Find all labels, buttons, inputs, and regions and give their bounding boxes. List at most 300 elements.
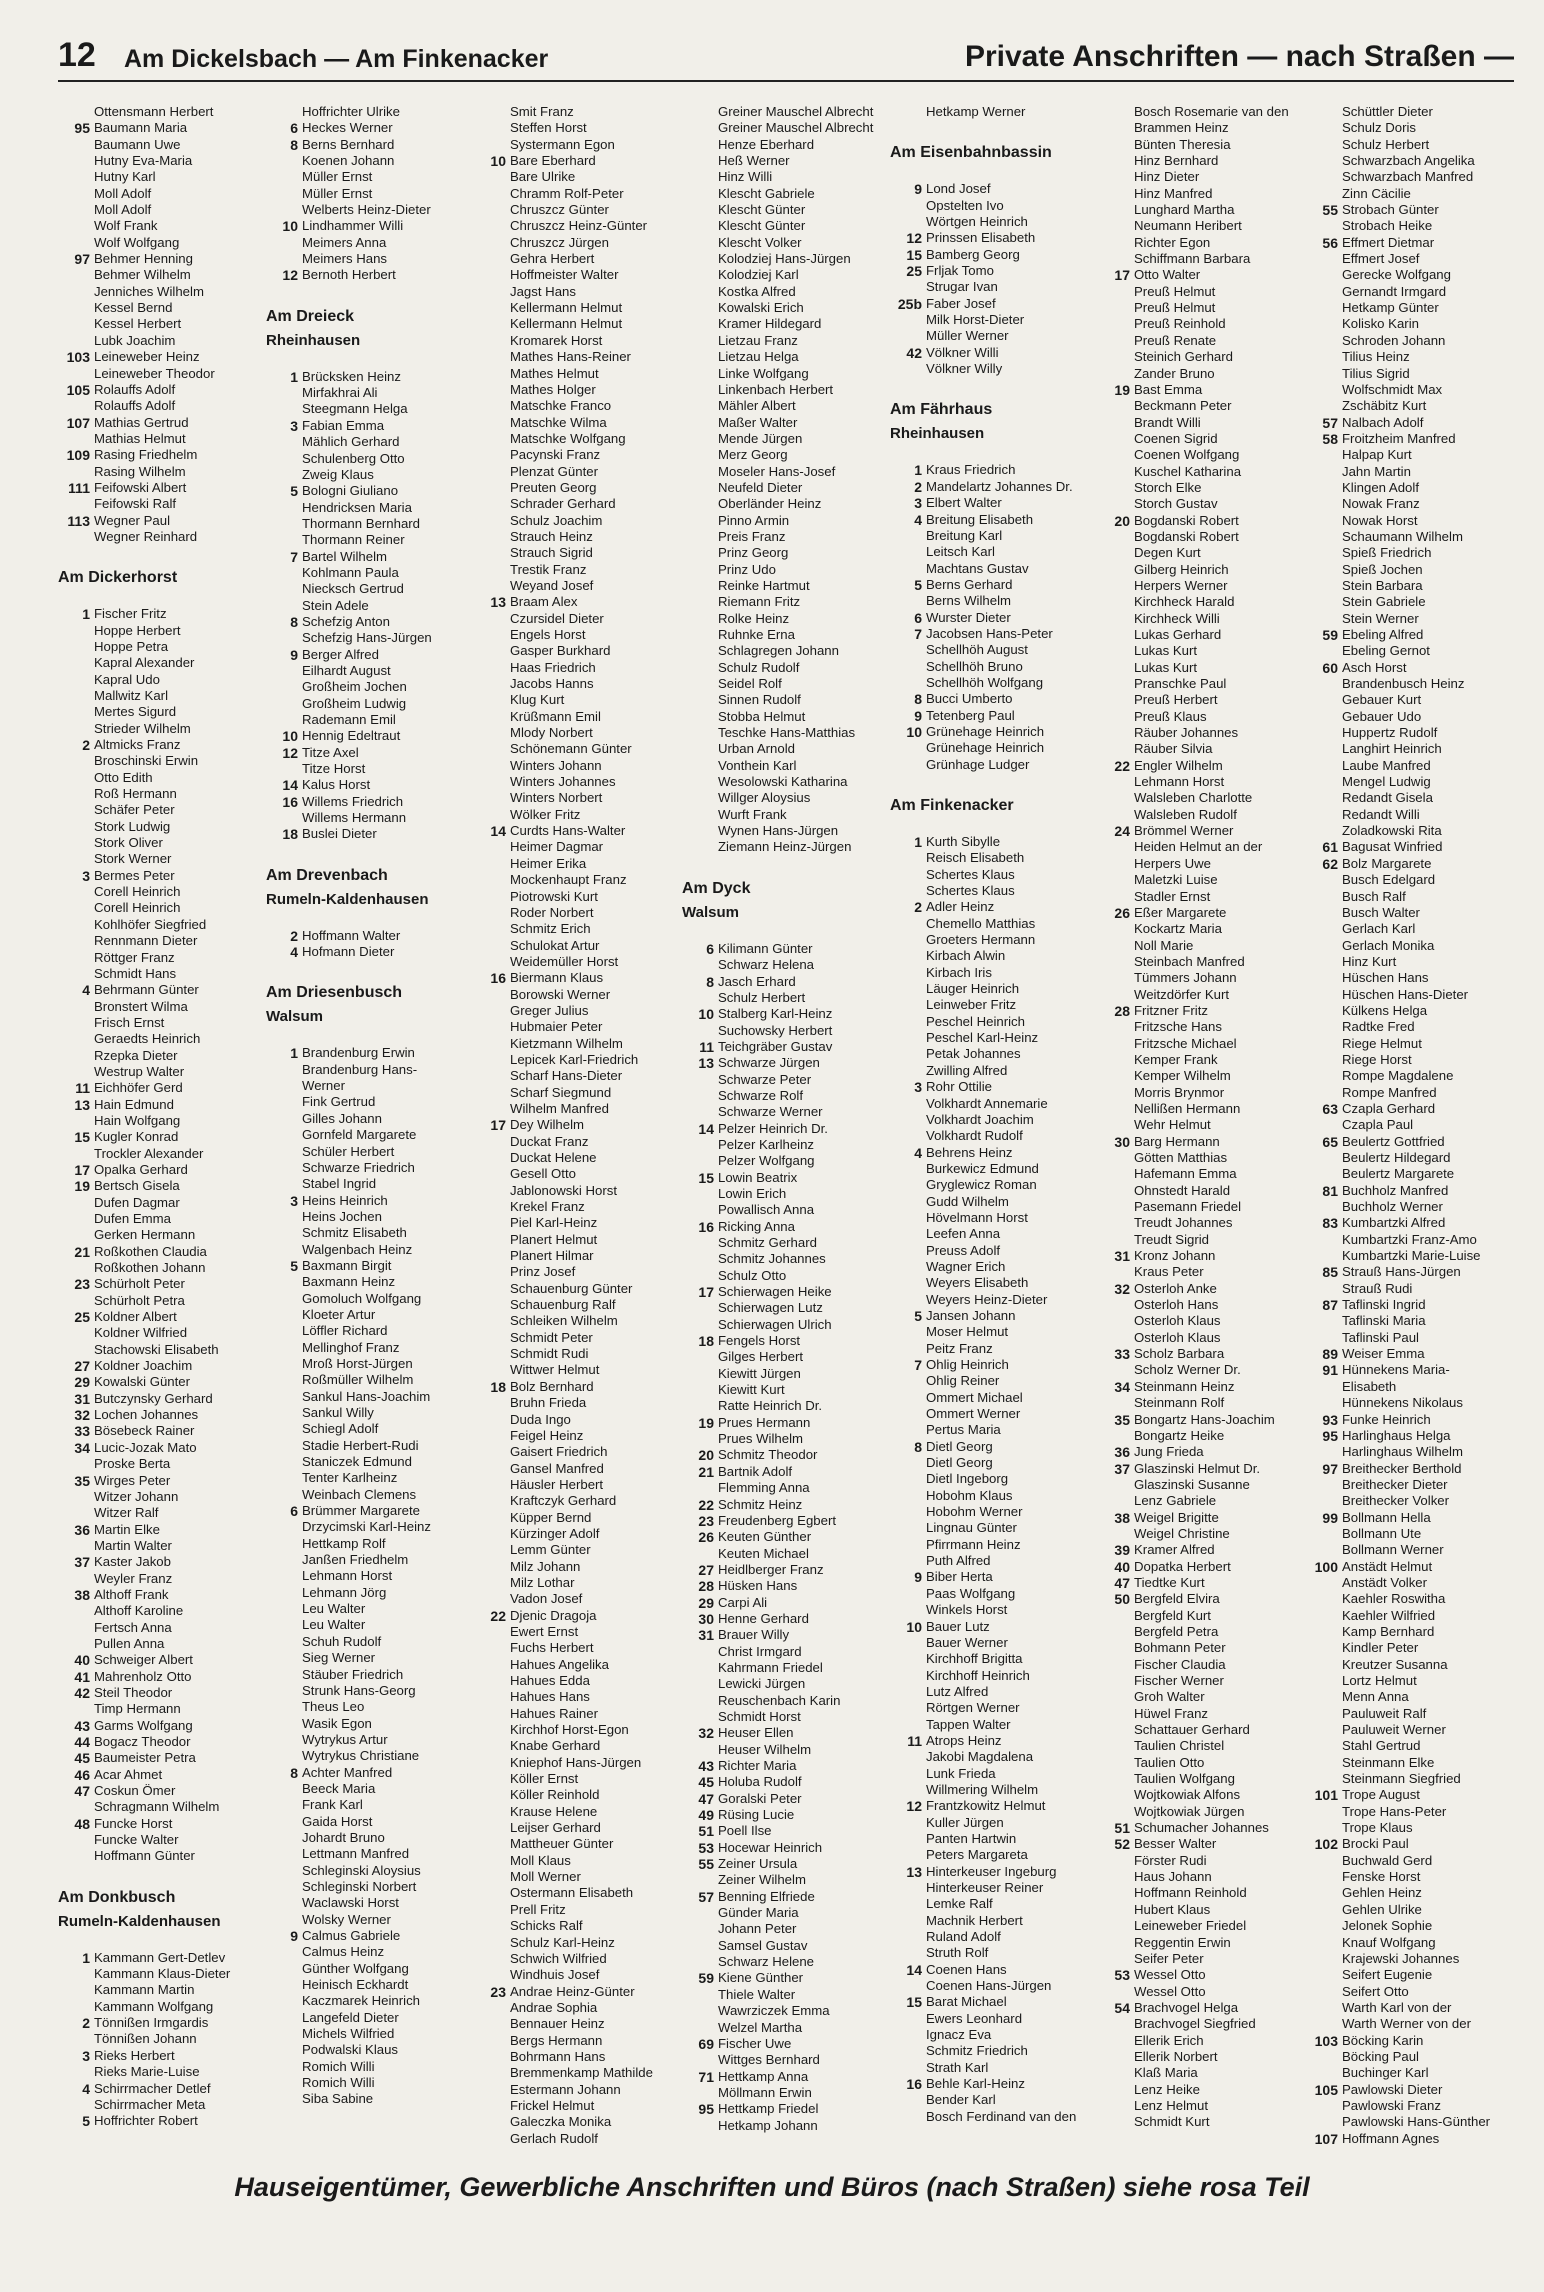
resident-entry [890, 1782, 1098, 1798]
resident-name: Günther Wolfgang [302, 1960, 409, 1976]
resident-entry [58, 251, 266, 267]
resident-entry [58, 1097, 266, 1113]
resident-name: Linke Wolfgang [718, 365, 809, 381]
resident-name: Kirchhoff Heinrich [926, 1667, 1030, 1683]
resident-entry [474, 660, 682, 676]
resident-name: Richter Egon [1134, 234, 1211, 250]
resident-entry [58, 917, 266, 933]
house-number: 55 [1322, 202, 1338, 219]
resident-entry [682, 513, 890, 529]
section-spacer [682, 856, 890, 874]
resident-name: Leefen Anna [926, 1226, 1001, 1242]
resident-entry [474, 1461, 682, 1477]
resident-name: Carpi Ali [718, 1594, 768, 1610]
resident-entry [1306, 2114, 1514, 2130]
resident-entry [1098, 1477, 1306, 1493]
resident-name: Pauluweit Ralf [1342, 1705, 1427, 1721]
resident-name: Hoppe Herbert [94, 622, 181, 638]
resident-name: Heß Werner [718, 153, 790, 169]
resident-entry [1098, 1559, 1306, 1575]
resident-entry [1098, 464, 1306, 480]
resident-entry [682, 823, 890, 839]
resident-entry [474, 1395, 682, 1411]
resident-name: Volkhardt Annemarie [926, 1095, 1048, 1111]
resident-entry [266, 1291, 474, 1307]
resident-entry [682, 1072, 890, 1088]
resident-name: Powallisch Anna [718, 1202, 815, 1218]
resident-entry [682, 431, 890, 447]
house-number: 26 [698, 1529, 714, 1546]
house-number: 1 [290, 368, 298, 385]
resident-name: Lehmann Horst [1134, 774, 1225, 790]
resident-name: Andrae Heinz-Günter [510, 1983, 635, 1999]
resident-entry [682, 1480, 890, 1496]
section-spacer [890, 444, 1098, 462]
resident-entry [1306, 2065, 1514, 2081]
resident-entry [1098, 1902, 1306, 1918]
resident-entry [890, 834, 1098, 850]
resident-entry [1306, 905, 1514, 921]
resident-name: Schumacher Johannes [1134, 1820, 1269, 1836]
resident-name: Schirrmacher Meta [94, 2096, 206, 2112]
resident-name: Grünehage Heinrich [926, 740, 1045, 756]
resident-entry [682, 1954, 890, 1970]
resident-name: Huppertz Rudolf [1342, 725, 1438, 741]
resident-name: Matschke Wilma [510, 414, 607, 430]
resident-entry [474, 1510, 682, 1526]
resident-name: Estermann Johann [510, 2081, 621, 2097]
resident-name: Lukas Kurt [1134, 643, 1198, 659]
resident-entry [266, 1094, 474, 1110]
resident-entry [682, 169, 890, 185]
resident-entry [474, 1673, 682, 1689]
resident-name: Klescht Günter [718, 218, 806, 234]
resident-entry [58, 1162, 266, 1178]
resident-entry [682, 104, 890, 120]
resident-entry [1306, 1559, 1514, 1575]
resident-entry [682, 774, 890, 790]
resident-name: Wilhelm Manfred [510, 1100, 609, 1116]
resident-name: Taulien Christel [1134, 1738, 1225, 1754]
house-number: 40 [1114, 1558, 1130, 1575]
resident-name: Kammann Martin [94, 1982, 195, 1998]
house-number: 8 [706, 973, 714, 990]
house-number: 3 [82, 2047, 90, 2064]
resident-name: Pullen Anna [94, 1635, 165, 1651]
house-number: 26 [1114, 904, 1130, 921]
resident-name: Mlody Norbert [510, 725, 593, 741]
resident-entry [1098, 741, 1306, 757]
resident-name: Henze Eberhard [718, 136, 815, 152]
resident-entry [1306, 627, 1514, 643]
resident-entry [1306, 1117, 1514, 1133]
resident-name: Tilius Sigrid [1342, 365, 1410, 381]
resident-name: Steffen Horst [510, 120, 587, 136]
resident-name: Bolz Margarete [1342, 855, 1432, 871]
resident-name: Chruszcz Heinz-Günter [510, 218, 648, 234]
resident-name: Kuschel Katharina [1134, 463, 1242, 479]
resident-name: Weiser Emma [1342, 1346, 1425, 1362]
resident-name: Walsleben Rudolf [1134, 806, 1237, 822]
house-number: 97 [74, 251, 90, 268]
resident-name: Proske Berta [94, 1456, 171, 1472]
resident-entry [1306, 856, 1514, 872]
house-number: 55 [698, 1856, 714, 1873]
resident-entry [58, 1799, 266, 1815]
resident-name: Kurth Sibylle [926, 834, 1001, 849]
resident-name: Behmer Henning [94, 251, 193, 267]
resident-name: Gasper Burkhard [510, 643, 611, 659]
resident-entry [682, 660, 890, 676]
house-number: 45 [698, 1774, 714, 1791]
resident-name: Peschel Karl-Heinz [926, 1030, 1039, 1046]
resident-entry [890, 610, 1098, 626]
resident-name: Opstelten Ivo [926, 197, 1004, 213]
resident-name: Lutz Alfred [926, 1683, 989, 1699]
resident-entry [1098, 1967, 1306, 1983]
resident-entry [266, 1242, 474, 1258]
resident-entry [474, 1608, 682, 1624]
resident-entry [890, 642, 1098, 658]
resident-name: Heuser Ellen [718, 1725, 794, 1741]
section-spacer [266, 843, 474, 861]
resident-entry [1306, 1444, 1514, 1460]
resident-name: Zinn Cäcilie [1342, 185, 1411, 201]
section-spacer [266, 960, 474, 978]
resident-name: Dopatka Herbert [1134, 1558, 1231, 1574]
resident-name: Nellißen Hermann [1134, 1100, 1241, 1116]
resident-entry [1098, 447, 1306, 463]
resident-name: Redandt Willi [1342, 806, 1420, 822]
resident-name: Winters Johann [510, 757, 602, 773]
resident-entry [266, 1176, 474, 1192]
house-number: 5 [914, 576, 922, 593]
resident-name: Zeiner Ursula [718, 1856, 798, 1872]
resident-name: Fengels Horst [718, 1333, 801, 1349]
resident-entry [1098, 480, 1306, 496]
resident-entry [58, 529, 266, 545]
resident-name: Hobohm Klaus [926, 1487, 1013, 1503]
resident-name: Broschinski Erwin [94, 753, 199, 769]
resident-entry [58, 1195, 266, 1211]
resident-entry [58, 1587, 266, 1603]
resident-name: Petak Johannes [926, 1046, 1021, 1062]
house-number: 42 [906, 344, 922, 361]
resident-name: Berns Wilhelm [926, 593, 1012, 609]
resident-name: Bender Karl [926, 2092, 996, 2108]
resident-entry [474, 970, 682, 986]
resident-entry [1306, 2082, 1514, 2098]
resident-name: Gerlach Karl [1342, 921, 1416, 937]
resident-entry [266, 1928, 474, 1944]
resident-entry [1098, 1820, 1306, 1836]
resident-entry [266, 1765, 474, 1781]
resident-entry [266, 1503, 474, 1519]
resident-entry [1098, 1248, 1306, 1264]
resident-name: Altmicks Franz [94, 737, 181, 753]
resident-entry [474, 316, 682, 332]
resident-entry [890, 1357, 1098, 1373]
resident-name: Bennauer Heinz [510, 2016, 605, 2032]
resident-name: Gernandt Irmgard [1342, 283, 1447, 299]
resident-name: Völkner Willy [926, 361, 1003, 377]
resident-entry [890, 1733, 1098, 1749]
resident-entry [58, 753, 266, 769]
resident-entry [266, 1650, 474, 1666]
resident-name: Steil Theodor [94, 1684, 173, 1700]
resident-entry [682, 2085, 890, 2101]
resident-name: Dietl Georg [926, 1438, 993, 1454]
resident-name: Winters Norbert [510, 790, 603, 806]
resident-entry [58, 1554, 266, 1570]
resident-entry [890, 1569, 1098, 1585]
resident-entry [1306, 1575, 1514, 1591]
resident-entry [266, 1078, 474, 1094]
resident-entry [1098, 758, 1306, 774]
house-number: 5 [290, 483, 298, 500]
resident-entry [890, 883, 1098, 899]
resident-entry [1306, 643, 1514, 659]
resident-entry [474, 578, 682, 594]
resident-name: Weitzdörfer Kurt [1134, 986, 1230, 1002]
resident-name: Meimers Anna [302, 234, 387, 250]
resident-name: Fritzner Fritz [1134, 1002, 1208, 1018]
house-number: 15 [906, 1994, 922, 2011]
resident-name: Schmitz Elisabeth [302, 1225, 407, 1241]
resident-entry [682, 1595, 890, 1611]
resident-entry [474, 333, 682, 349]
resident-entry [682, 1366, 890, 1382]
resident-entry [1098, 954, 1306, 970]
resident-entry [474, 1885, 682, 1901]
resident-entry [266, 1225, 474, 1241]
resident-entry [266, 630, 474, 646]
resident-entry [890, 1896, 1098, 1912]
resident-name: Schroden Johann [1342, 332, 1446, 348]
resident-entry [1098, 1183, 1306, 1199]
resident-name: Piotrowski Kurt [510, 888, 598, 904]
resident-name: Kaehler Wilfried [1342, 1607, 1436, 1623]
resident-name: Hinz Kurt [1342, 953, 1397, 969]
resident-entry [266, 2010, 474, 2026]
directory-columns [58, 104, 1514, 2147]
resident-name: Wessel Otto [1134, 1967, 1206, 1983]
resident-name: Bartel Wilhelm [302, 548, 388, 564]
resident-name: Walsleben Charlotte [1134, 790, 1253, 806]
resident-name: Gebauer Kurt [1342, 692, 1422, 708]
resident-name: Willger Aloysius [718, 790, 811, 806]
resident-name: Atrops Heinz [926, 1732, 1002, 1748]
resident-entry [890, 850, 1098, 866]
resident-name: Schattauer Gerhard [1134, 1722, 1250, 1738]
resident-entry [266, 1732, 474, 1748]
resident-entry [1098, 235, 1306, 251]
resident-entry [474, 594, 682, 610]
resident-name: Köller Ernst [510, 1771, 579, 1787]
resident-name: Dietl Ingeborg [926, 1471, 1009, 1487]
resident-entry [1306, 758, 1514, 774]
resident-name: Preuss Adolf [926, 1242, 1001, 1258]
resident-name: Preuß Helmut [1134, 283, 1216, 299]
resident-entry [266, 1617, 474, 1633]
resident-name: Osterloh Anke [1134, 1280, 1217, 1296]
resident-name: Kirbach Iris [926, 964, 992, 980]
house-number: 21 [698, 1463, 714, 1480]
resident-entry [474, 1722, 682, 1738]
resident-entry [890, 479, 1098, 495]
resident-entry [890, 544, 1098, 560]
resident-entry [1098, 415, 1306, 431]
resident-entry [1098, 1836, 1306, 1852]
resident-name: Strunk Hans-Georg [302, 1682, 416, 1698]
resident-name: Paas Wolfgang [926, 1585, 1016, 1601]
resident-entry [1098, 104, 1306, 120]
resident-name: Milz Lothar [510, 1574, 575, 1590]
resident-name: Frantzkowitz Helmut [926, 1798, 1046, 1814]
resident-name: Moser Helmut [926, 1324, 1009, 1340]
resident-entry [58, 1358, 266, 1374]
resident-name: Tetenberg Paul [926, 707, 1015, 723]
resident-name: Weigel Christine [1134, 1525, 1230, 1541]
resident-entry [682, 1644, 890, 1660]
resident-name: Adler Heinz [926, 899, 995, 915]
resident-entry [266, 467, 474, 483]
resident-entry [1098, 218, 1306, 234]
resident-name: Hoffmann Günter [94, 1848, 195, 1864]
resident-entry [266, 1634, 474, 1650]
resident-name: Lunghard Martha [1134, 202, 1235, 218]
resident-name: Feifowski Albert [94, 479, 187, 495]
resident-name: Mählich Gerhard [302, 434, 400, 450]
resident-entry [1098, 1428, 1306, 1444]
resident-name: Leijser Gerhard [510, 1820, 601, 1836]
section-spacer [890, 120, 1098, 138]
resident-entry [890, 1602, 1098, 1618]
resident-name: Butczynsky Gerhard [94, 1390, 213, 1406]
resident-entry [1306, 153, 1514, 169]
resident-entry [474, 300, 682, 316]
resident-name: Preuten Georg [510, 479, 597, 495]
resident-name: Scholz Werner Dr. [1134, 1362, 1241, 1378]
resident-entry [1306, 921, 1514, 937]
resident-entry [1098, 382, 1306, 398]
resident-entry [682, 1219, 890, 1235]
resident-entry [1306, 1836, 1514, 1852]
resident-name: Schefzig Anton [302, 613, 390, 629]
resident-entry [58, 1832, 266, 1848]
resident-name: Volkhardt Joachim [926, 1111, 1034, 1127]
resident-entry [474, 1281, 682, 1297]
resident-entry [890, 1292, 1098, 1308]
resident-name: Westrup Walter [94, 1063, 185, 1079]
resident-name: Eßer Margarete [1134, 904, 1227, 920]
house-number: 59 [1322, 627, 1338, 643]
resident-entry [890, 1537, 1098, 1553]
resident-entry [58, 819, 266, 835]
resident-name: Gryglewicz Roman [926, 1177, 1037, 1193]
resident-entry [474, 2114, 682, 2130]
resident-name: Weyand Josef [510, 577, 594, 593]
resident-name: Schmitz Gerhard [718, 1235, 817, 1250]
resident-name: Behle Karl-Heinz [926, 2076, 1025, 2092]
resident-entry [474, 1820, 682, 1836]
resident-name: Strieder Wilhelm [94, 720, 191, 736]
resident-name: Strauß Hans-Jürgen [1342, 1264, 1461, 1280]
resident-name: Calmus Heinz [302, 1944, 385, 1960]
resident-name: Brandenbusch Heinz [1342, 676, 1465, 692]
house-number: 53 [698, 1839, 714, 1856]
resident-entry [58, 447, 266, 463]
resident-entry [890, 1112, 1098, 1128]
resident-name: Schiffmann Barbara [1134, 251, 1251, 267]
resident-name: Stein Barbara [1342, 577, 1423, 593]
resident-name: Schleiken Wilhelm [510, 1313, 618, 1329]
house-number: 42 [74, 1684, 90, 1701]
resident-entry [58, 398, 266, 414]
house-number: 18 [698, 1333, 714, 1350]
resident-entry [266, 1879, 474, 1895]
resident-name: Thiele Walter [718, 1986, 796, 2002]
house-number: 2 [914, 478, 922, 495]
house-number: 18 [490, 1378, 506, 1395]
resident-name: Rohr Ottilie [926, 1079, 992, 1095]
resident-name: Goralski Peter [718, 1790, 802, 1806]
resident-entry [1306, 415, 1514, 431]
resident-name: Wölker Fritz [510, 806, 581, 822]
resident-name: Fritzsche Michael [1134, 1035, 1237, 1051]
resident-name: Hünnekens Nikolaus [1342, 1395, 1463, 1411]
resident-name: Peschel Heinrich [926, 1013, 1025, 1029]
resident-entry [890, 948, 1098, 964]
resident-entry [1306, 529, 1514, 545]
resident-entry [682, 1791, 890, 1807]
house-number: 4 [914, 511, 922, 528]
resident-entry [1306, 284, 1514, 300]
resident-name: Milk Horst-Dieter [926, 312, 1025, 328]
resident-name: Wynen Hans-Jürgen [718, 823, 839, 839]
resident-entry [474, 1248, 682, 1264]
resident-entry [1098, 1673, 1306, 1689]
resident-entry [1306, 545, 1514, 561]
resident-entry [474, 921, 682, 937]
resident-entry [58, 235, 266, 251]
resident-entry [474, 545, 682, 561]
resident-name: Schulz Rudolf [718, 659, 800, 675]
street-heading: Am Fährhaus [890, 401, 993, 419]
resident-name: Stein Gabriele [1342, 594, 1426, 610]
resident-name: Leu Walter [302, 1617, 366, 1633]
resident-name: Schwarze Werner [718, 1104, 823, 1120]
resident-name: Otto Walter [1134, 267, 1201, 283]
resident-name: Krause Helene [510, 1803, 598, 1819]
resident-name: Mallwitz Karl [94, 688, 169, 703]
resident-name: Lenz Gabriele [1134, 1493, 1217, 1509]
resident-entry [682, 790, 890, 806]
resident-entry [58, 186, 266, 202]
resident-name: Gehlen Heinz [1342, 1885, 1422, 1901]
resident-name: Wurft Frank [718, 806, 787, 822]
resident-entry [474, 235, 682, 251]
resident-name: Klescht Gabriele [718, 185, 815, 201]
resident-name: Strobach Günter [1342, 202, 1439, 218]
resident-name: Tenter Karlheinz [302, 1470, 398, 1486]
resident-name: Kammann Wolfgang [94, 1998, 214, 2014]
resident-name: Lietzau Helga [718, 349, 799, 365]
house-number: 6 [290, 120, 298, 137]
resident-name: Lepicek Karl-Friedrich [510, 1051, 639, 1067]
resident-entry [58, 1211, 266, 1227]
resident-entry [474, 415, 682, 431]
